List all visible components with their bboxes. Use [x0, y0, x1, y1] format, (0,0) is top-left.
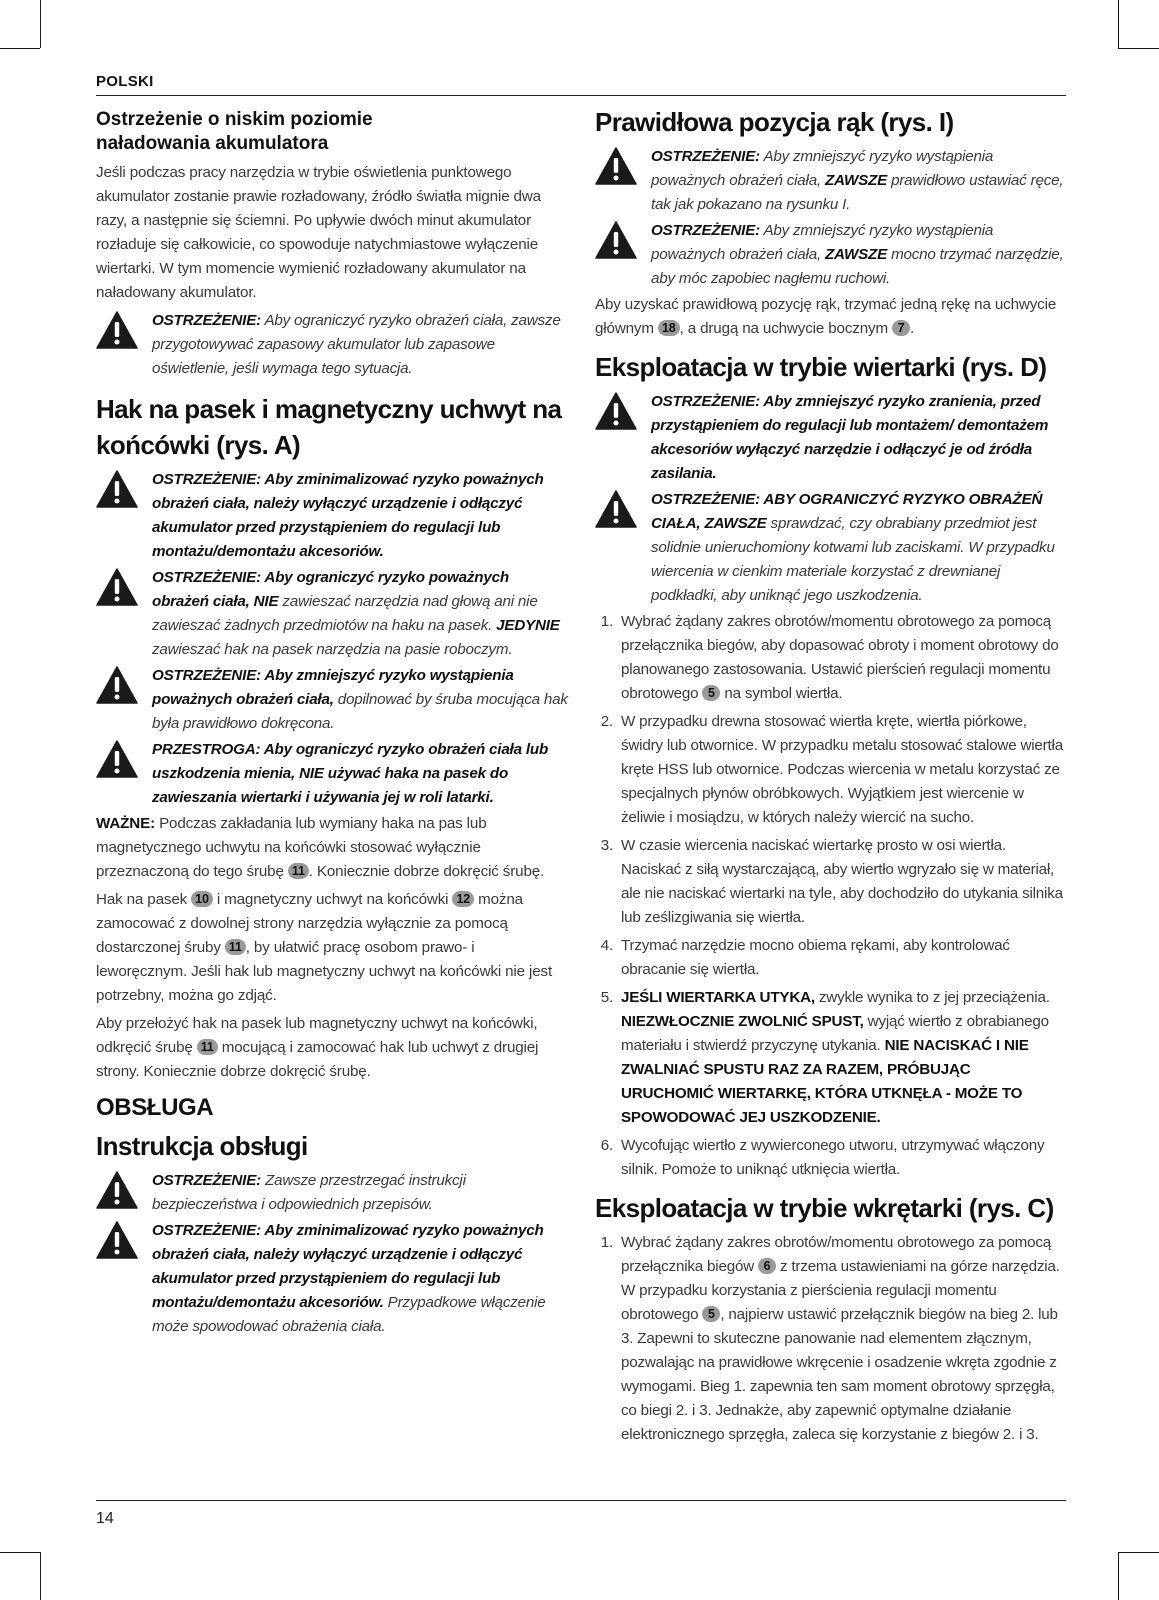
step-text — [621, 610, 1067, 706]
step-number: 2. — [600, 713, 613, 730]
warning-triangle-icon — [595, 488, 651, 528]
important-label: WAŻNE: — [96, 815, 155, 832]
warning-content: dopilnować by śruba mocująca hak była prawidłowo dokręcona. — [152, 691, 568, 732]
text-run: można zamocować z dowolnej strony narzędzia wyłącznie za pomocą dostarczonej śruby — [96, 891, 523, 956]
crop-mark — [1118, 48, 1159, 49]
warning-content: prawidłowo ustawiać ręce, tak jak pokazano na rysunku I. — [651, 172, 1064, 213]
warning-triangle-icon — [96, 1219, 152, 1259]
heading-line: Hak na pasek i magnetyczny uchwyt na — [96, 394, 562, 424]
text-run: , a drugą na uchwycie bocznym — [679, 320, 893, 337]
crop-mark — [1118, 1552, 1159, 1553]
warning-block — [595, 219, 1067, 291]
text-run: Hak na pasek — [96, 891, 192, 908]
step-number: 1. — [600, 1234, 613, 1251]
language-label: POLSKI — [96, 73, 154, 90]
warning-content: zawieszać hak na pasek narzędzia na pasie roboczym. — [152, 641, 513, 658]
hook-paragraph — [96, 888, 568, 1008]
warning-text — [651, 488, 1067, 608]
screwdriver-steps-list — [595, 1231, 1067, 1447]
warning-text — [152, 1169, 568, 1217]
warning-bold: OSTRZEŻENIE: Aby zminimalizować ryzyko poważnych obrażeń ciała, należy wyłączyć urządzenie i odłączyć akumulator przed przystąpieniem do regulacji lub montażu/demontażu akcesoriów. — [152, 471, 544, 560]
list-item — [595, 710, 1067, 830]
warning-triangle-icon — [96, 309, 152, 349]
text-run: Aby uzyskać prawidłową pozycję rąk, trzymać jedną rękę na uchwycie głównym — [595, 296, 1057, 337]
warning-label: OSTRZEŻENIE: — [651, 148, 760, 165]
warning-bold: ZAWSZE — [824, 246, 888, 263]
ref-badge: 10 — [191, 891, 213, 907]
warning-text — [152, 468, 568, 564]
warning-text — [651, 219, 1067, 291]
list-item — [595, 934, 1067, 982]
step-number: 3. — [600, 837, 613, 854]
warning-label: OSTRZEŻENIE: — [152, 312, 261, 329]
ref-badge: 12 — [452, 891, 474, 907]
text-run: Aby przełożyć hak na pasek lub magnetyczny uchwyt na końcówki, odkręcić śrubę — [96, 1015, 538, 1056]
warning-block — [595, 145, 1067, 217]
warning-text — [152, 738, 568, 810]
drill-steps-list — [595, 610, 1067, 1182]
warning-bold: ZAWSZE — [824, 172, 888, 189]
warning-text — [152, 664, 568, 736]
warning-triangle-icon — [96, 566, 152, 606]
warning-block — [96, 566, 568, 662]
warning-content: Aby zmniejszyć ryzyko wystąpienia poważnych obrażeń ciała, — [651, 222, 994, 263]
warning-label: OSTRZEŻENIE: — [152, 1172, 261, 1189]
warning-text — [651, 390, 1067, 486]
heading-line: Ostrzeżenie o niskim poziomie — [96, 109, 373, 130]
text-run: zwykle wynika to z jej przeciążenia. — [814, 989, 1050, 1006]
text-run: Wybrać żądany zakres obrotów/momentu obrotowego za pomocą przełącznika biegów — [621, 1234, 1051, 1275]
text-bold: NIE NACISKAĆ I NIE ZWALNIAĆ SPUSTU RAZ ZA RAZEM, PRÓBUJĄC URUCHOMIĆ WIERTARKĘ, KTÓRA UTKNĘŁA - MOŻE TO SPOWODOWAĆ JEJ USZKODZENIE. — [621, 1037, 1029, 1126]
list-item — [595, 1231, 1067, 1447]
belt-hook-heading — [96, 391, 568, 463]
warning-triangle-icon — [595, 390, 651, 430]
warning-content: Przypadkowe włączenie może spowodować obrażenia ciała. — [152, 1294, 546, 1335]
step-number: 4. — [600, 937, 613, 954]
warning-bold: OSTRZEŻENIE: Aby ograniczyć ryzyko poważnych obrażeń ciała, NIE — [152, 569, 509, 610]
warning-content: Aby zmniejszyć ryzyko wystąpienia poważnych obrażeń ciała, — [651, 148, 994, 189]
text-run: na symbol wiertła. — [720, 685, 843, 702]
text-run: , najpierw ustawić przełącznik biegów na bieg 2. lub 3. Zapewni to skuteczne panowanie nad elementem złącznym, pozwalając na prawidłowe wkręcenie i osadzenie wkręta zgodnie z wymogami. Bieg 1. zapewnia ten sam moment obrotowy sprzęgła, co biegi 2. i 3. Jednakże, aby zapewnić optymalne działanie elektronicznego sprzęgła, zaleca się korzystanie z biegów 2. i 3. — [621, 1306, 1058, 1443]
step-text: W przypadku drewna stosować wiertła kręte, wiertła piórkowe, świdry lub otwornice. W przypadku metalu stosować stalowe wiertła kręte HSS lub otwornice. Podczas wiercenia w metalu korzystać ze specjalnych płynów obróbkowych. Wyjątkiem jest wiercenie w żeliwie i mosiądzu, w których należy wiercić na sucho. — [621, 713, 1063, 826]
warning-block — [595, 488, 1067, 608]
warning-content: Aby ograniczyć ryzyko obrażeń ciała, zawsze przygotowywać zapasowy akumulator lub zapasowe oświetlenie, jeśli wymaga tego sytuacja. — [152, 312, 561, 377]
text-run: wyjąć wiertło z obrabianego materiału i stwierdź przyczynę utykania. — [621, 1013, 1049, 1054]
text-run: mocującą i zamocować hak lub uchwyt z drugiej strony. Koniecznie dobrze dokręcić śrubę. — [96, 1039, 539, 1080]
warning-triangle-icon — [96, 468, 152, 508]
ref-badge: 11 — [197, 1039, 218, 1055]
right-column — [595, 108, 1067, 1451]
hook-swap-paragraph — [96, 1012, 568, 1084]
ref-badge: 11 — [288, 863, 309, 879]
battery-paragraph: Jeśli podczas pracy narzędzia w trybie oświetlenia punktowego akumulator zostanie prawie rozładowany, źródło światła mignie dwa razy, a następnie się ściemni. Po upływie dwóch minut akumulator rozładuje się całkowicie, co spowoduje natychmiastowe wyłączenie wiertarki. W tym momencie wymienić rozładowany akumulator na naładowany akumulator. — [96, 164, 541, 301]
crop-mark — [0, 1552, 40, 1553]
warning-triangle-icon — [595, 145, 651, 185]
text-run: z trzema ustawieniami na górze narzędzia. W przypadku korzystania z pierścienia regulacji momentu obrotowego — [621, 1258, 1060, 1323]
warning-block — [96, 1169, 568, 1217]
ref-badge: 7 — [892, 320, 910, 336]
text-run: . — [910, 320, 915, 337]
step-text: Trzymać narzędzie mocno obiema rękami, aby kontrolować obracanie się wiertła. — [621, 937, 1010, 978]
warning-triangle-icon — [96, 664, 152, 704]
step-number: 1. — [600, 613, 613, 630]
operating-instructions-heading: Instrukcja obsługi — [96, 1131, 308, 1161]
step-text — [621, 986, 1067, 1130]
warning-bold: PRZESTROGA: Aby ograniczyć ryzyko obrażeń ciała lub uszkodzenia mienia, NIE używać haka na pasek do zawieszania wiertarki i używania jej w roli latarki. — [152, 741, 549, 806]
warning-text — [152, 1219, 568, 1339]
drill-mode-heading: Eksploatacja w trybie wiertarki (rys. D) — [595, 352, 1047, 382]
text-run: i magnetyczny uchwyt na końcówki — [212, 891, 453, 908]
text-run: , by ułatwić pracę osobom prawo- i leworęcznym. Jeśli hak lub magnetyczny uchwyt na końcówki nie jest potrzebny, można go zdjąć. — [96, 939, 553, 1004]
page-number: 14 — [96, 1510, 114, 1527]
warning-bold: OSTRZEŻENIE: ABY OGRANICZYĆ RYZYKO OBRAŻEŃ CIAŁA, ZAWSZE — [651, 491, 1043, 532]
operation-heading: OBSŁUGA — [96, 1094, 214, 1121]
warning-text — [152, 566, 568, 662]
footer-rule — [96, 1500, 1066, 1501]
hand-position-heading: Prawidłowa pozycja rąk (rys. I) — [595, 107, 954, 137]
ref-badge: 11 — [225, 939, 246, 955]
list-item — [595, 986, 1067, 1130]
warning-triangle-icon — [595, 219, 651, 259]
warning-triangle-icon — [96, 738, 152, 778]
header-rule — [96, 95, 1066, 96]
ref-badge: 6 — [758, 1258, 776, 1274]
important-paragraph — [96, 812, 568, 884]
list-item — [595, 834, 1067, 930]
text-run: Wybrać żądany zakres obrotów/momentu obrotowego za pomocą przełącznika biegów, aby dopasować obroty i moment obrotowy do planowanego zastosowania. Ustawić pierścień regulacji momentu obrotowego — [621, 613, 1059, 702]
text-bold: NIEZWŁOCZNIE ZWOLNIĆ SPUST, — [621, 1013, 864, 1030]
left-column — [96, 108, 568, 1341]
step-text: W czasie wiercenia naciskać wiertarkę prosto w osi wiertła. Naciskać z siłą wystarczającą, aby wiertło wgryzało się w materiał, ale nie naciskać wiertarki na tyle, aby dochodziło do utykania silnika lub ześlizgiwania się wiertła. — [621, 837, 1063, 926]
ref-badge: 18 — [658, 320, 680, 336]
crop-mark — [1118, 0, 1119, 48]
warning-content: mocno trzymać narzędzie, aby móc zapobiec nagłemu ruchowi. — [651, 246, 1064, 287]
warning-label: OSTRZEŻENIE: — [651, 222, 760, 239]
text-bold: JEŚLI WIERTARKA UTYKA, — [621, 989, 815, 1006]
warning-content: Zawsze przestrzegać instrukcji bezpieczeństwa i odpowiednich przepisów. — [152, 1172, 466, 1213]
crop-mark — [0, 48, 40, 49]
warning-bold: OSTRZEŻENIE: Aby zmniejszyć ryzyko zranienia, przed przystąpieniem do regulacji lub montażem/ demontażem akcesoriów wyłączyć narzędzie i odłączyć je od źródła zasilania. — [651, 393, 1049, 482]
warning-text — [152, 309, 568, 381]
warning-block — [595, 390, 1067, 486]
caution-block — [96, 738, 568, 810]
list-item — [595, 610, 1067, 706]
warning-bold: OSTRZEŻENIE: Aby zmniejszyć ryzyko wystąpienia poważnych obrażeń ciała, — [152, 667, 514, 708]
warning-block — [96, 664, 568, 736]
warning-block — [96, 468, 568, 564]
battery-warning-heading — [96, 108, 568, 156]
list-item — [595, 1134, 1067, 1182]
step-text: Wycofując wiertło z wywierconego utworu, utrzymywać włączony silnik. Pomoże to uniknąć utknięcia wiertła. — [621, 1137, 1045, 1178]
warning-bold: JEDYNIE — [496, 617, 560, 634]
hand-position-paragraph — [595, 293, 1067, 341]
warning-triangle-icon — [96, 1169, 152, 1209]
warning-content: zawieszać narzędzia nad głową ani nie zawieszać żadnych przedmiotów na haku na pasek. — [152, 593, 538, 634]
step-number: 5. — [600, 989, 613, 1006]
screwdriver-mode-heading: Eksploatacja w trybie wkrętarki (rys. C) — [595, 1193, 1054, 1223]
heading-line: naładowania akumulatora — [96, 133, 329, 154]
text-run: Podczas zakładania lub wymiany haka na pas lub magnetycznego uchwytu na końcówki stosować wyłącznie przeznaczoną do tego śrubę — [96, 815, 487, 880]
ref-badge: 5 — [702, 1306, 720, 1322]
text-run: . Koniecznie dobrze dokręcić śrubę. — [308, 863, 545, 880]
crop-mark — [1118, 1552, 1119, 1600]
ref-badge: 5 — [702, 685, 720, 701]
heading-line: końcówki (rys. A) — [96, 430, 301, 460]
warning-bold: OSTRZEŻENIE: Aby zminimalizować ryzyko poważnych obrażeń ciała, należy wyłączyć urządzenie i odłączyć akumulator przed przystąpieniem do regulacji lub montażu/demontażu akcesoriów. — [152, 1222, 544, 1311]
warning-text — [651, 145, 1067, 217]
crop-mark — [40, 0, 41, 48]
warning-content: sprawdzać, czy obrabiany przedmiot jest solidnie unieruchomiony kotwami lub zaciskami. W przypadku wiercenia w cienkim materiale korzystać z drewnianej podkładki, aby uniknąć jego uszkodzenia. — [651, 515, 1055, 604]
step-number: 6. — [600, 1137, 613, 1154]
warning-block — [96, 309, 568, 381]
crop-mark — [40, 1552, 41, 1600]
warning-block — [96, 1219, 568, 1339]
step-text — [621, 1231, 1067, 1447]
